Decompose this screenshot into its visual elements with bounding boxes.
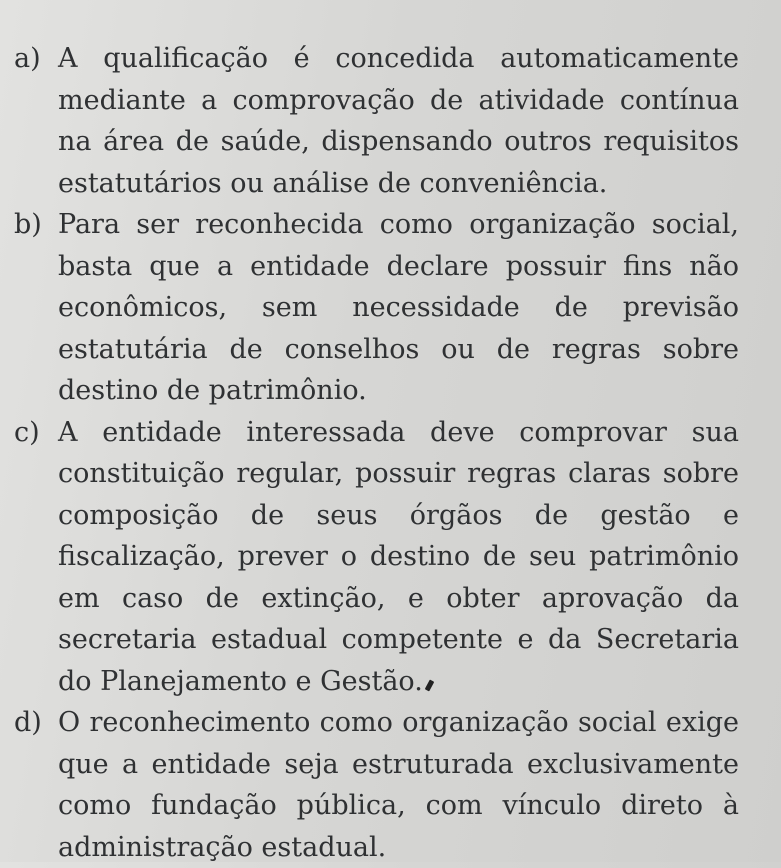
option-a-text: A qualificação é concedida automaticamente mediante a comprovação de atividade contínua na área de saúde, dispensando outros requisitos estatutários ou análise de conveniência.: [58, 43, 739, 199]
pen-mark-icon: [425, 679, 435, 691]
option-d-text: O reconhecimento como organização social exige que a entidade seja estruturada exclusivamente como fundação pública, com vínculo direto à administração estadual.: [58, 707, 739, 863]
option-b: [0, 204, 781, 412]
option-c-text: A entidade interessada deve comprovar sua constituição regular, possuir regras claras sobre composição de seus órgãos de gestão e fiscalização, prever o destino de seu patrimônio em caso de extinção, e obter aprovação da secretaria estadual competente e da Secretaria do Planejamento e Gestão.: [58, 416, 739, 697]
option-c: [0, 412, 781, 703]
option-b-text: Para ser reconhecida como organização social, basta que a entidade declare possuir fins não econômicos, sem necessidade de previsão estatutária de conselhos ou de regras sobre destino de patrimônio.: [58, 209, 739, 406]
option-b-letter: b): [14, 209, 42, 240]
option-a-letter: a): [14, 43, 41, 74]
option-a: [0, 38, 781, 204]
option-d: [0, 702, 781, 868]
option-c-letter: c): [14, 416, 40, 448]
option-d-letter: d): [14, 707, 42, 738]
question-options: [0, 38, 781, 868]
